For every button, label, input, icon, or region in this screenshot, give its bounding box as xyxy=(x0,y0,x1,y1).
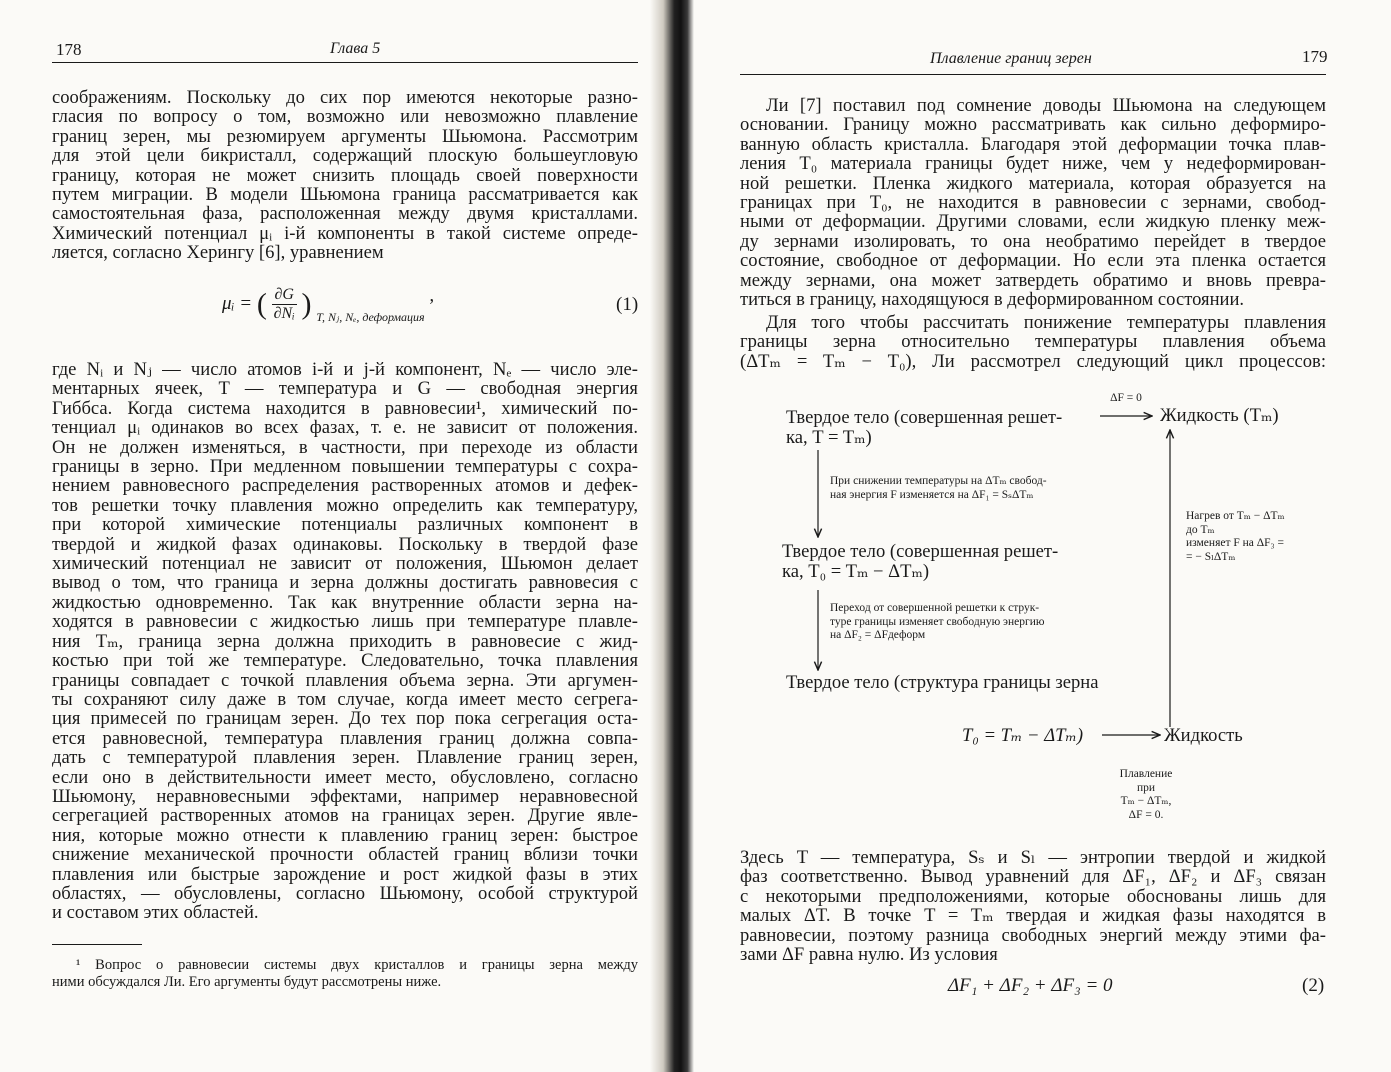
equation-lhs: μᵢ = xyxy=(222,293,257,314)
text-line: состояние, свободное от деформации. Но если эта пленка остается xyxy=(740,250,1326,272)
text-line: плавления или быстрые зарождение и рост жидкой фазы в этих xyxy=(52,863,638,885)
state-1-line: Твердое тело (совершенная решет- xyxy=(786,407,1063,428)
text-line: ляется, согласно Херингу [6], уравнением xyxy=(52,242,384,264)
liquid-bottom: Жидкость xyxy=(1164,725,1243,746)
liquid-top: Жидкость (Tₘ) xyxy=(1160,405,1279,426)
state-2 xyxy=(782,542,1058,582)
text-line: границы совпадает с точкой плавления объема зерна. Эти аргумен- xyxy=(52,669,638,691)
text-line: титься в границу, находящуюся в деформированном состоянии. xyxy=(740,289,1245,311)
footnote xyxy=(52,957,638,991)
running-head: Плавление границ зерен xyxy=(930,50,1092,67)
step-1-note xyxy=(830,475,1047,502)
text-line: гласия по вопросу о том, возможно или невозможно плавление xyxy=(52,106,638,128)
text-line: ния, которые можно отнести к плавлению границ зерен: быстрое xyxy=(52,824,638,846)
step-2-line: туре границы изменяет свободную энергию xyxy=(830,615,1045,628)
text-line: малых ΔT. В точке T = Tₘ твердая и жидкая фазы находятся в xyxy=(740,905,1326,927)
denominator: ∂Nᵢ xyxy=(273,305,295,323)
text-line: ными от деформации. Другими словами, если жидкую пленку меж- xyxy=(740,211,1326,233)
step-2-line: на ΔF₂ = ΔFдеформ xyxy=(830,629,926,641)
text-line: Химический потенциал μᵢ i-й компоненты в такой системе опреде- xyxy=(52,222,638,244)
text-line: ходятся в равновесии с жидкостью лишь при температуре плавле- xyxy=(52,611,638,633)
text-line: ты сохраняют силу даже в том случае, когда имеет место сегрега- xyxy=(52,688,638,710)
text-line: тенциал μᵢ одинаков во всех фазах, т. е. не зависит от положения. xyxy=(52,417,638,439)
text-line: ция примесей по границам зерен. До тех пор пока сегрегация оста- xyxy=(52,708,638,730)
page-number: 179 xyxy=(1302,47,1328,66)
step-1-line: При снижении температуры на ΔTₘ свобод- xyxy=(830,475,1047,487)
text-line: Шьюмону, неравновесными эффектами, например неравновесной xyxy=(52,785,638,807)
running-head: Глава 5 xyxy=(330,40,381,57)
text-line: равновесии, поэтому разница свободных энергий между этими фа- xyxy=(740,924,1326,946)
left-page xyxy=(0,0,660,1072)
step-2-note xyxy=(830,602,1044,643)
text-line: ду зернами изолировать, то она необратимо перейдет в твердое xyxy=(740,230,1326,252)
heating-line: до Tₘ xyxy=(1186,523,1215,536)
text-line: ния Tₘ, граница зерна должна приходить в равновесие с жид- xyxy=(52,630,638,652)
text-line: границы зерна относительно температуры плавления объема xyxy=(740,331,1326,353)
text-line: при которой химические потенциалы различных компонент в xyxy=(52,514,638,536)
equation-subscript: T, Nⱼ, Nₑ, деформация xyxy=(316,310,425,324)
text-line: границ зерен, мы резюмируем аргументы Шьюмона. Рассмотрим xyxy=(52,125,638,147)
text-line: Ли [7] поставил под сомнение доводы Шьюмона на следующем xyxy=(766,95,1326,116)
state-1-line: ка, T = Tₘ) xyxy=(786,427,872,448)
fraction xyxy=(272,286,297,323)
header-rule xyxy=(52,62,638,63)
step-1-line: ная энергия F изменяется на ΔF₁ = SₛΔTₘ xyxy=(830,488,1034,501)
text-line: и составом этих областей. xyxy=(52,902,259,924)
text-line: химический потенциал не зависит от положения, Шьюмон делает xyxy=(52,553,638,575)
text-line: ментарных ячеек, T — температура и G — свободная энергия xyxy=(52,378,638,400)
footnote-line: ¹ Вопрос о равновесии системы двух кристаллов и границы зерна между xyxy=(76,957,638,973)
melting-note xyxy=(1106,768,1186,822)
text-line: нением равновесного распределения растворенных атомов и дефек- xyxy=(52,475,638,497)
text-line: тов решетки точку плавления можно определить как температуру, xyxy=(52,494,638,516)
text-line: жидкостью одновременно. Так как внутренние области зерна на- xyxy=(52,591,638,613)
text-line: с некоторыми предположениями, которые обоснованы лишь для xyxy=(740,885,1326,907)
text-line: Для того чтобы рассчитать понижение температуры плавления xyxy=(766,312,1326,333)
text-line: дать с температурой плавления зерен. Плавление границ зерен, xyxy=(52,747,638,769)
text-line: если оно в действительности имеет место, обусловлено, согласно xyxy=(52,766,638,788)
text-line: границы в зерно. При медленном повышении температуры с сохра- xyxy=(52,456,638,478)
state-2-line: ка, T₀ = Tₘ − ΔTₘ) xyxy=(782,561,930,582)
melting-line: ΔF = 0. xyxy=(1128,808,1164,821)
text-line: путем миграции. В модели Шьюмона граница рассматривается как xyxy=(52,184,638,206)
footnote-line: ними обсуждался Ли. Его аргументы будут рассмотрены ниже. xyxy=(52,974,442,990)
text-line: Здесь T — температура, Sₛ и Sₗ — энтропии твердой и жидкой xyxy=(740,847,1326,868)
state-1 xyxy=(786,408,1062,448)
text-line: Он не должен изменяться, в частности, при переходе из области xyxy=(52,436,638,458)
text-line: Гиббса. Когда система находится в равновесии¹, химический по- xyxy=(52,397,638,419)
text-line: ной решетки. Пленка жидкого материала, которая образуется на xyxy=(740,172,1326,194)
numerator: ∂G xyxy=(272,286,297,305)
right-page xyxy=(690,0,1391,1072)
melting-line: Tₘ − ΔTₘ, xyxy=(1120,795,1172,807)
text-line: самостоятельная фаза, расположенная между двумя кристаллами. xyxy=(52,203,638,225)
equation-tail: , xyxy=(429,285,435,306)
state-2-line: Твердое тело (совершенная решет- xyxy=(782,541,1059,562)
text-line: костью при той же температуре. Следовательно, точка плавления xyxy=(52,650,638,672)
text-line: между зернами, она может затвердеть обратимо и вновь превра- xyxy=(740,269,1326,291)
heating-line: изменяет F на ΔF₃ = xyxy=(1186,537,1284,549)
text-line: где Nᵢ и Nⱼ — число атомов i-й и j-й компонент, Nₑ — число эле- xyxy=(52,359,638,380)
bottom-left-state: T₀ = Tₘ − ΔTₘ) xyxy=(962,725,1084,746)
paren-close: ) xyxy=(301,287,312,321)
step-2-line: Переход от совершенной решетки к струк- xyxy=(830,602,1040,614)
heating-note xyxy=(1186,510,1285,564)
text-line: областях, — обусловлены, согласно Шьюмону, особой структурой xyxy=(52,882,638,904)
paren-open: ( xyxy=(256,287,267,321)
melting-line: Плавление xyxy=(1119,768,1173,780)
melting-line: при xyxy=(1136,781,1156,794)
text-line: границах при T₀, не находится в равновесии с зернами, свобод- xyxy=(740,192,1326,214)
footnote-rule xyxy=(52,944,142,945)
text-line: основании. Границу можно рассматривать как сильно деформиро- xyxy=(740,114,1326,136)
equation-number: (1) xyxy=(616,294,639,315)
paragraph xyxy=(52,88,638,263)
heating-line: Нагрев от Tₘ − ΔTₘ xyxy=(1186,510,1285,522)
equation-2: ΔF₁ + ΔF₂ + ΔF₃ = 0 xyxy=(948,975,1113,996)
paragraph xyxy=(52,360,638,923)
state-3: Твердое тело (структура границы зерна xyxy=(786,672,1099,693)
text-line: для этой цели бикристалл, содержащий плоскую большеугловую xyxy=(52,145,638,167)
equation-number: (2) xyxy=(1302,975,1325,996)
equation-1 xyxy=(222,285,434,325)
text-line: ется равновесной, температура плавления границ должна совпа- xyxy=(52,727,638,749)
page-number: 178 xyxy=(56,40,82,59)
text-line: границу, которая не может снизить площадь своей поверхности xyxy=(52,164,638,186)
text-line: вывод о том, что граница и зерна должны достигать равновесия с xyxy=(52,572,638,594)
top-arrow-label: ΔF = 0 xyxy=(1110,392,1142,404)
text-line: зами ΔF равна нулю. Из условия xyxy=(740,944,998,966)
heating-line: = − SₗΔTₘ xyxy=(1186,550,1236,563)
paragraph xyxy=(740,848,1326,964)
text-line: ления T₀ материала границы будет ниже, чем у недеформирован- xyxy=(740,153,1326,175)
text-line: (ΔTₘ = Tₘ − T₀), Ли рассмотрел следующий цикл процессов: xyxy=(740,350,1326,372)
text-line: фаз соответственно. Вывод уравнений для ΔF₁, ΔF₂ и ΔF₃ связан xyxy=(740,866,1326,888)
text-line: соображениям. Поскольку до сих пор имеются некоторые разно- xyxy=(52,87,638,108)
text-line: снижение механической прочности областей границ вблизи точки xyxy=(52,844,638,866)
text-line: сегрегацией растворенных атомов на границах зерен. Другие явле- xyxy=(52,805,638,827)
text-line: твердой и жидкой фазах одинаковы. Поскольку в твердой фазе xyxy=(52,533,638,555)
text-line: ванную область кристалла. Благодаря этой деформации точка плав- xyxy=(740,133,1326,155)
